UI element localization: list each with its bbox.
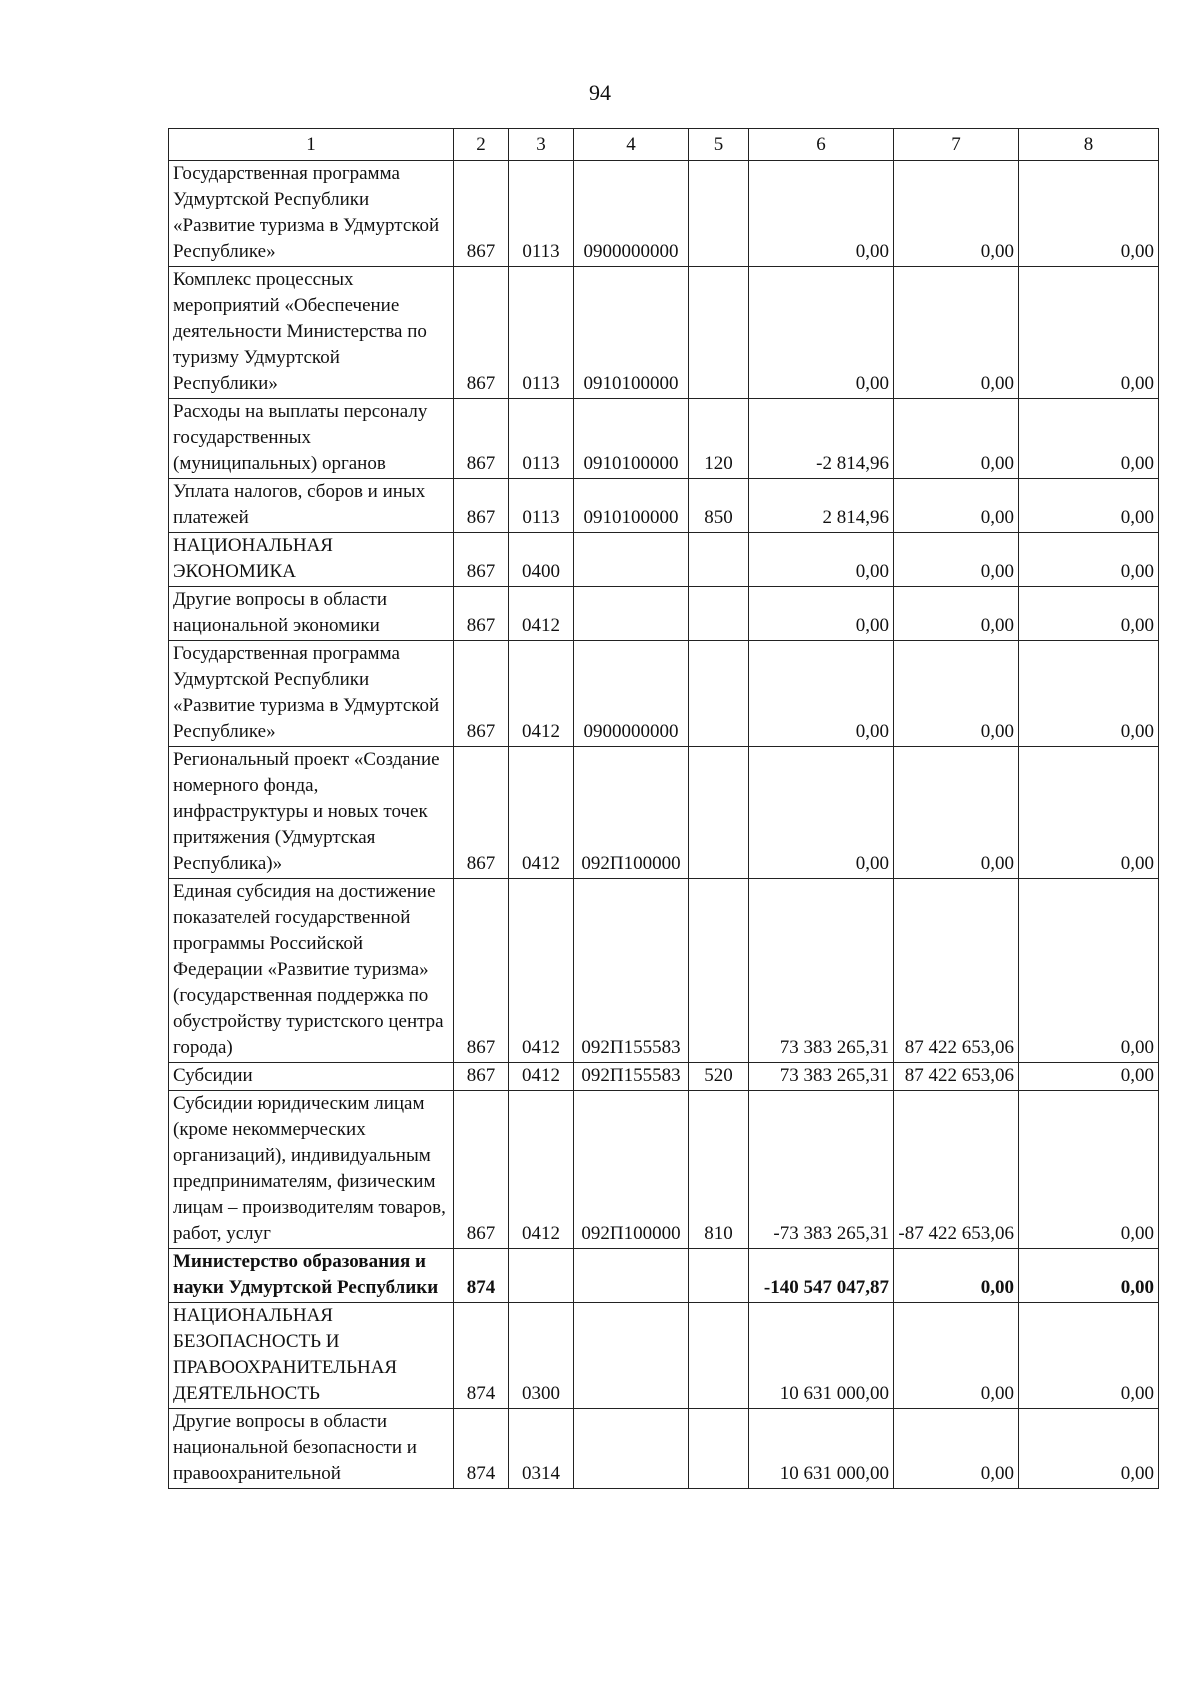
expense-type-cell: [689, 747, 749, 879]
row-name-cell: Региональный проект «Создание номерного фонда, инфраструктуры и новых точек притяжения (Удмуртская Республика)»: [169, 747, 454, 879]
admin-code-cell: 874: [454, 1409, 509, 1489]
target-code-cell: 0910100000: [574, 479, 689, 533]
row-name-cell: Государственная программа Удмуртской Республики «Развитие туризма в Удмуртской Республике»: [169, 161, 454, 267]
admin-code-cell: 867: [454, 1063, 509, 1091]
table-row: [169, 587, 1159, 641]
row-name-cell: Расходы на выплаты персоналу государственных (муниципальных) органов: [169, 399, 454, 479]
amount-col6-cell: 73 383 265,31: [749, 879, 894, 1063]
target-code-cell: 0900000000: [574, 641, 689, 747]
admin-code-cell: 867: [454, 879, 509, 1063]
admin-code-cell: 874: [454, 1249, 509, 1303]
row-name-cell: НАЦИОНАЛЬНАЯ ЭКОНОМИКА: [169, 533, 454, 587]
amount-col6-cell: -2 814,96: [749, 399, 894, 479]
amount-col8-cell: 0,00: [1019, 879, 1159, 1063]
row-name-cell: Другие вопросы в области национальной безопасности и правоохранительной: [169, 1409, 454, 1489]
amount-col8-cell: 0,00: [1019, 1063, 1159, 1091]
admin-code-cell: 867: [454, 641, 509, 747]
table-row: [169, 161, 1159, 267]
admin-code-cell: 867: [454, 399, 509, 479]
row-name-cell: Министерство образования и науки Удмуртской Республики: [169, 1249, 454, 1303]
table-row: [169, 479, 1159, 533]
section-code-cell: 0412: [509, 1063, 574, 1091]
amount-col8-cell: 0,00: [1019, 641, 1159, 747]
expense-type-cell: [689, 1303, 749, 1409]
target-code-cell: 092П155583: [574, 1063, 689, 1091]
amount-col7-cell: 0,00: [894, 1303, 1019, 1409]
amount-col6-cell: 2 814,96: [749, 479, 894, 533]
amount-col6-cell: -73 383 265,31: [749, 1091, 894, 1249]
row-name-cell: Комплекс процессных мероприятий «Обеспечение деятельности Министерства по туризму Удмуртской Республики»: [169, 267, 454, 399]
amount-col8-cell: 0,00: [1019, 1303, 1159, 1409]
column-header: 4: [574, 129, 689, 161]
amount-col6-cell: -140 547 047,87: [749, 1249, 894, 1303]
amount-col8-cell: 0,00: [1019, 1091, 1159, 1249]
table-row: [169, 399, 1159, 479]
budget-table: [168, 128, 1159, 1489]
target-code-cell: [574, 1409, 689, 1489]
section-code-cell: 0412: [509, 1091, 574, 1249]
column-header: 8: [1019, 129, 1159, 161]
section-code-cell: 0113: [509, 161, 574, 267]
target-code-cell: 092П155583: [574, 879, 689, 1063]
expense-type-cell: [689, 641, 749, 747]
amount-col8-cell: 0,00: [1019, 161, 1159, 267]
section-code-cell: 0314: [509, 1409, 574, 1489]
section-code-cell: 0412: [509, 747, 574, 879]
amount-col7-cell: 0,00: [894, 267, 1019, 399]
target-code-cell: [574, 1249, 689, 1303]
amount-col7-cell: 0,00: [894, 533, 1019, 587]
column-header: 3: [509, 129, 574, 161]
row-name-cell: Единая субсидия на достижение показателей государственной программы Российской Федерации «Развитие туризма» (государственная поддержка по обустройству туристского центра города): [169, 879, 454, 1063]
table-row: [169, 879, 1159, 1063]
amount-col6-cell: 0,00: [749, 267, 894, 399]
expense-type-cell: [689, 161, 749, 267]
expense-type-cell: [689, 587, 749, 641]
table-row: [169, 747, 1159, 879]
table-row: [169, 533, 1159, 587]
amount-col7-cell: 0,00: [894, 1409, 1019, 1489]
column-header: 1: [169, 129, 454, 161]
amount-col8-cell: 0,00: [1019, 267, 1159, 399]
admin-code-cell: 867: [454, 479, 509, 533]
row-name-cell: Другие вопросы в области национальной экономики: [169, 587, 454, 641]
amount-col8-cell: 0,00: [1019, 587, 1159, 641]
amount-col8-cell: 0,00: [1019, 479, 1159, 533]
table-row: [169, 1249, 1159, 1303]
amount-col6-cell: 0,00: [749, 533, 894, 587]
amount-col7-cell: 0,00: [894, 479, 1019, 533]
amount-col6-cell: 10 631 000,00: [749, 1303, 894, 1409]
column-header: 2: [454, 129, 509, 161]
row-name-cell: Субсидии юридическим лицам (кроме некоммерческих организаций), индивидуальным предпринимателям, физическим лицам – производителям товаров, работ, услуг: [169, 1091, 454, 1249]
target-code-cell: 0900000000: [574, 161, 689, 267]
amount-col8-cell: 0,00: [1019, 399, 1159, 479]
amount-col7-cell: 0,00: [894, 161, 1019, 267]
column-header-row: [169, 129, 1159, 161]
amount-col6-cell: 0,00: [749, 587, 894, 641]
row-name-cell: Государственная программа Удмуртской Республики «Развитие туризма в Удмуртской Республике»: [169, 641, 454, 747]
row-name-cell: НАЦИОНАЛЬНАЯ БЕЗОПАСНОСТЬ И ПРАВООХРАНИТЕЛЬНАЯ ДЕЯТЕЛЬНОСТЬ: [169, 1303, 454, 1409]
column-header: 6: [749, 129, 894, 161]
table-row: [169, 1409, 1159, 1489]
amount-col8-cell: 0,00: [1019, 747, 1159, 879]
expense-type-cell: 810: [689, 1091, 749, 1249]
section-code-cell: 0113: [509, 267, 574, 399]
admin-code-cell: 874: [454, 1303, 509, 1409]
expense-type-cell: [689, 879, 749, 1063]
admin-code-cell: 867: [454, 267, 509, 399]
amount-col6-cell: 10 631 000,00: [749, 1409, 894, 1489]
row-name-cell: Субсидии: [169, 1063, 454, 1091]
column-header: 5: [689, 129, 749, 161]
table-row: [169, 1091, 1159, 1249]
table-row: [169, 641, 1159, 747]
amount-col7-cell: 0,00: [894, 399, 1019, 479]
amount-col7-cell: 0,00: [894, 1249, 1019, 1303]
amount-col8-cell: 0,00: [1019, 533, 1159, 587]
table-row: [169, 267, 1159, 399]
amount-col6-cell: 0,00: [749, 161, 894, 267]
amount-col6-cell: 73 383 265,31: [749, 1063, 894, 1091]
section-code-cell: 0300: [509, 1303, 574, 1409]
expense-type-cell: [689, 533, 749, 587]
target-code-cell: 092П100000: [574, 1091, 689, 1249]
amount-col7-cell: 0,00: [894, 747, 1019, 879]
amount-col8-cell: 0,00: [1019, 1249, 1159, 1303]
admin-code-cell: 867: [454, 161, 509, 267]
section-code-cell: [509, 1249, 574, 1303]
section-code-cell: 0412: [509, 641, 574, 747]
amount-col7-cell: 0,00: [894, 587, 1019, 641]
amount-col7-cell: 87 422 653,06: [894, 879, 1019, 1063]
section-code-cell: 0113: [509, 479, 574, 533]
admin-code-cell: 867: [454, 587, 509, 641]
admin-code-cell: 867: [454, 1091, 509, 1249]
target-code-cell: 0910100000: [574, 399, 689, 479]
expense-type-cell: 850: [689, 479, 749, 533]
page-number: 94: [589, 80, 611, 105]
target-code-cell: [574, 587, 689, 641]
section-code-cell: 0412: [509, 587, 574, 641]
section-code-cell: 0412: [509, 879, 574, 1063]
admin-code-cell: 867: [454, 533, 509, 587]
amount-col7-cell: -87 422 653,06: [894, 1091, 1019, 1249]
table-row: [169, 1063, 1159, 1091]
section-code-cell: 0113: [509, 399, 574, 479]
admin-code-cell: 867: [454, 747, 509, 879]
target-code-cell: [574, 533, 689, 587]
expense-type-cell: [689, 267, 749, 399]
expense-type-cell: 120: [689, 399, 749, 479]
target-code-cell: [574, 1303, 689, 1409]
table-row: [169, 1303, 1159, 1409]
section-code-cell: 0400: [509, 533, 574, 587]
target-code-cell: 0910100000: [574, 267, 689, 399]
target-code-cell: 092П100000: [574, 747, 689, 879]
row-name-cell: Уплата налогов, сборов и иных платежей: [169, 479, 454, 533]
expense-type-cell: [689, 1249, 749, 1303]
amount-col6-cell: 0,00: [749, 641, 894, 747]
amount-col7-cell: 87 422 653,06: [894, 1063, 1019, 1091]
amount-col8-cell: 0,00: [1019, 1409, 1159, 1489]
amount-col7-cell: 0,00: [894, 641, 1019, 747]
expense-type-cell: 520: [689, 1063, 749, 1091]
column-header: 7: [894, 129, 1019, 161]
amount-col6-cell: 0,00: [749, 747, 894, 879]
expense-type-cell: [689, 1409, 749, 1489]
